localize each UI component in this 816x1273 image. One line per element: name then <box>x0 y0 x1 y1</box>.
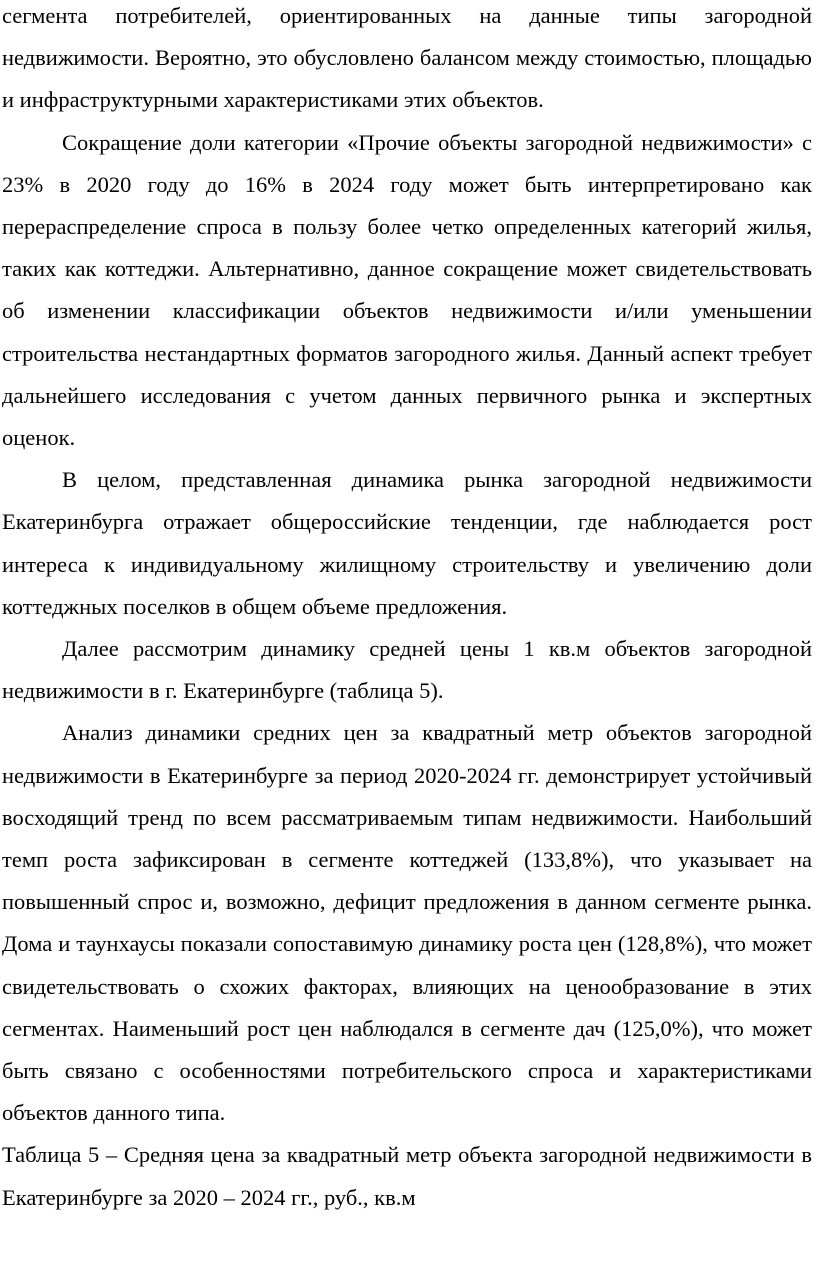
table-caption: Таблица 5 – Средняя цена за квадратный метр объекта загородной недвижимости в Екатеринбурге за 2020 – 2024 гг., руб., кв.м <box>2 1142 812 1210</box>
paragraph-price-intro: Далее рассмотрим динамику средней цены 1 кв.м объектов загородной недвижимости в г. Екатеринбурге (таблица 5). <box>2 636 812 704</box>
paragraph-continuation: сегмента потребителей, ориентированных на данные типы загородной недвижимости. Вероятно, это обусловлено балансом между стоимостью, площадью и инфраструктурными характеристиками этих объектов. <box>2 3 812 113</box>
paragraph-market-dynamics-summary: В целом, представленная динамика рынка загородной недвижимости Екатеринбурга отражает общероссийские тенденции, где наблюдается рост интереса к индивидуальному жилищному строительству и увеличению доли коттеджных поселков в общем объеме предложения. <box>2 467 812 619</box>
paragraph-price-analysis: Анализ динамики средних цен за квадратный метр объектов загородной недвижимости в Екатеринбурге за период 2020-2024 гг. демонстрирует устойчивый восходящий тренд по всем рассматриваемым типам недвижимости. Наибольший темп роста зафиксирован в сегменте коттеджей (133,8%), что указывает на повышенный спрос и, возможно, дефицит предложения в данном сегменте рынка. Дома и таунхаусы показали сопоставимую динамику роста цен (128,8%), что может свидетельствовать о схожих факторах, влияющих на ценообразование в этих сегментах. Наименьший рост цен наблюдался в сегменте дач (125,0%), что может быть связано с особенностями потребительского спроса и характеристиками объектов данного типа. <box>2 720 812 1126</box>
paragraph-other-category-decline: Сокращение доли категории «Прочие объекты загородной недвижимости» с 23% в 2020 году до 16% в 2024 году может быть интерпретировано как перераспределение спроса в пользу более четко определенных категорий жилья, таких как коттеджи. Альтернативно, данное сокращение может свидетельствовать об изменении классификации объектов недвижимости и/или уменьшении строительства нестандартных форматов загородного жилья. Данный аспект требует дальнейшего исследования с учетом данных первичного рынка и экспертных оценок. <box>2 129 812 451</box>
